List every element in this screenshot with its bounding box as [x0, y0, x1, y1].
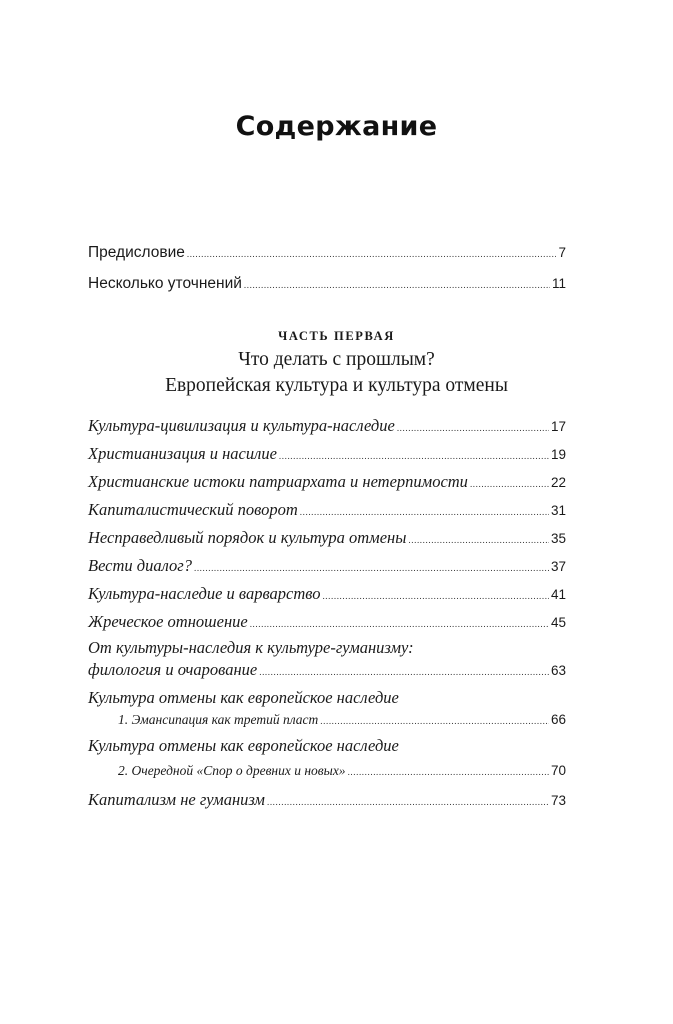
toc-entry[interactable] — [88, 556, 566, 576]
toc-entry-page: 19 — [550, 447, 566, 462]
dot-leader — [322, 591, 549, 601]
toc-entry-page: 41 — [550, 587, 566, 602]
toc-entry-page: 35 — [550, 531, 566, 546]
toc-entry-page: 73 — [550, 793, 566, 808]
part-label: ЧАСТЬ ПЕРВАЯ — [278, 329, 395, 343]
toc-entry-page: 17 — [550, 419, 566, 434]
toc-entry-title: Капитализм не гуманизм — [88, 790, 265, 809]
toc-entry-page: 7 — [558, 245, 566, 260]
toc-entry-title-line1[interactable]: От культуры-наследия к культуре-гуманизму: — [88, 638, 414, 657]
toc-entry-title: Христианизация и насилие — [88, 444, 277, 463]
toc-entry-title: Несправедливый порядок и культура отмены — [88, 528, 407, 547]
toc-entry-page: 66 — [550, 712, 566, 727]
toc-entry-preface[interactable] — [88, 244, 566, 262]
toc-entry[interactable] — [88, 528, 566, 548]
toc-entry-page: 22 — [550, 475, 566, 490]
toc-entry-title: Вести диалог? — [88, 556, 192, 575]
toc-entry[interactable] — [88, 790, 566, 810]
dot-leader — [267, 797, 549, 807]
toc-entry[interactable] — [88, 660, 566, 680]
dot-leader — [244, 280, 550, 290]
dot-leader — [300, 507, 549, 517]
toc-entry[interactable] — [88, 612, 566, 632]
toc-entry-page: 63 — [550, 663, 566, 678]
toc-entry-title: Жреческое отношение — [88, 612, 248, 631]
dot-leader — [187, 249, 557, 259]
toc-entry-heading[interactable]: Культура отмены как европейское наследие — [88, 736, 399, 755]
toc-subentry[interactable] — [118, 763, 566, 779]
toc-entry-title: Христианские истоки патриархата и нетерпимости — [88, 472, 468, 491]
dot-leader — [320, 716, 549, 726]
dot-leader — [397, 423, 549, 433]
toc-entry-title: Несколько уточнений — [88, 275, 242, 292]
toc-entry[interactable] — [88, 472, 566, 492]
toc-entry-title: Культура-наследие и варварство — [88, 584, 321, 603]
dot-leader — [250, 619, 549, 629]
toc-entry-page: 45 — [550, 615, 566, 630]
part-title-line1: Что делать с прошлым? — [238, 349, 435, 370]
toc-entry-page: 11 — [551, 276, 566, 291]
toc-entry-page: 70 — [550, 763, 566, 778]
toc-entry-page: 37 — [550, 559, 566, 574]
toc-entry-title: Предисловие — [88, 244, 185, 261]
toc-entry-title-line2: филология и очарование — [88, 660, 258, 679]
toc-entry-clarifications[interactable] — [88, 275, 566, 293]
dot-leader — [470, 479, 549, 489]
toc-entry-page: 31 — [550, 503, 566, 518]
toc-entry[interactable] — [88, 444, 566, 464]
dot-leader — [279, 451, 549, 461]
toc-subentry-title: 2. Очередной «Спор о древних и новых» — [118, 763, 346, 778]
dot-leader — [259, 667, 549, 677]
toc-entry[interactable] — [88, 416, 566, 436]
dot-leader — [348, 767, 549, 777]
toc-entry[interactable] — [88, 500, 566, 520]
toc-entry-title: Капиталистический поворот — [88, 500, 298, 519]
toc-subentry[interactable] — [118, 712, 566, 728]
dot-leader — [408, 535, 549, 545]
page-title: Содержание — [235, 111, 438, 142]
dot-leader — [194, 563, 549, 573]
toc-entry-heading[interactable]: Культура отмены как европейское наследие — [88, 688, 399, 707]
toc-entry[interactable] — [88, 584, 566, 604]
toc-entry-title: Культура-цивилизация и культура-наследие — [88, 416, 395, 435]
toc-subentry-title: 1. Эмансипация как третий пласт — [118, 712, 319, 727]
part-title-line2: Европейская культура и культура отмены — [165, 375, 508, 396]
